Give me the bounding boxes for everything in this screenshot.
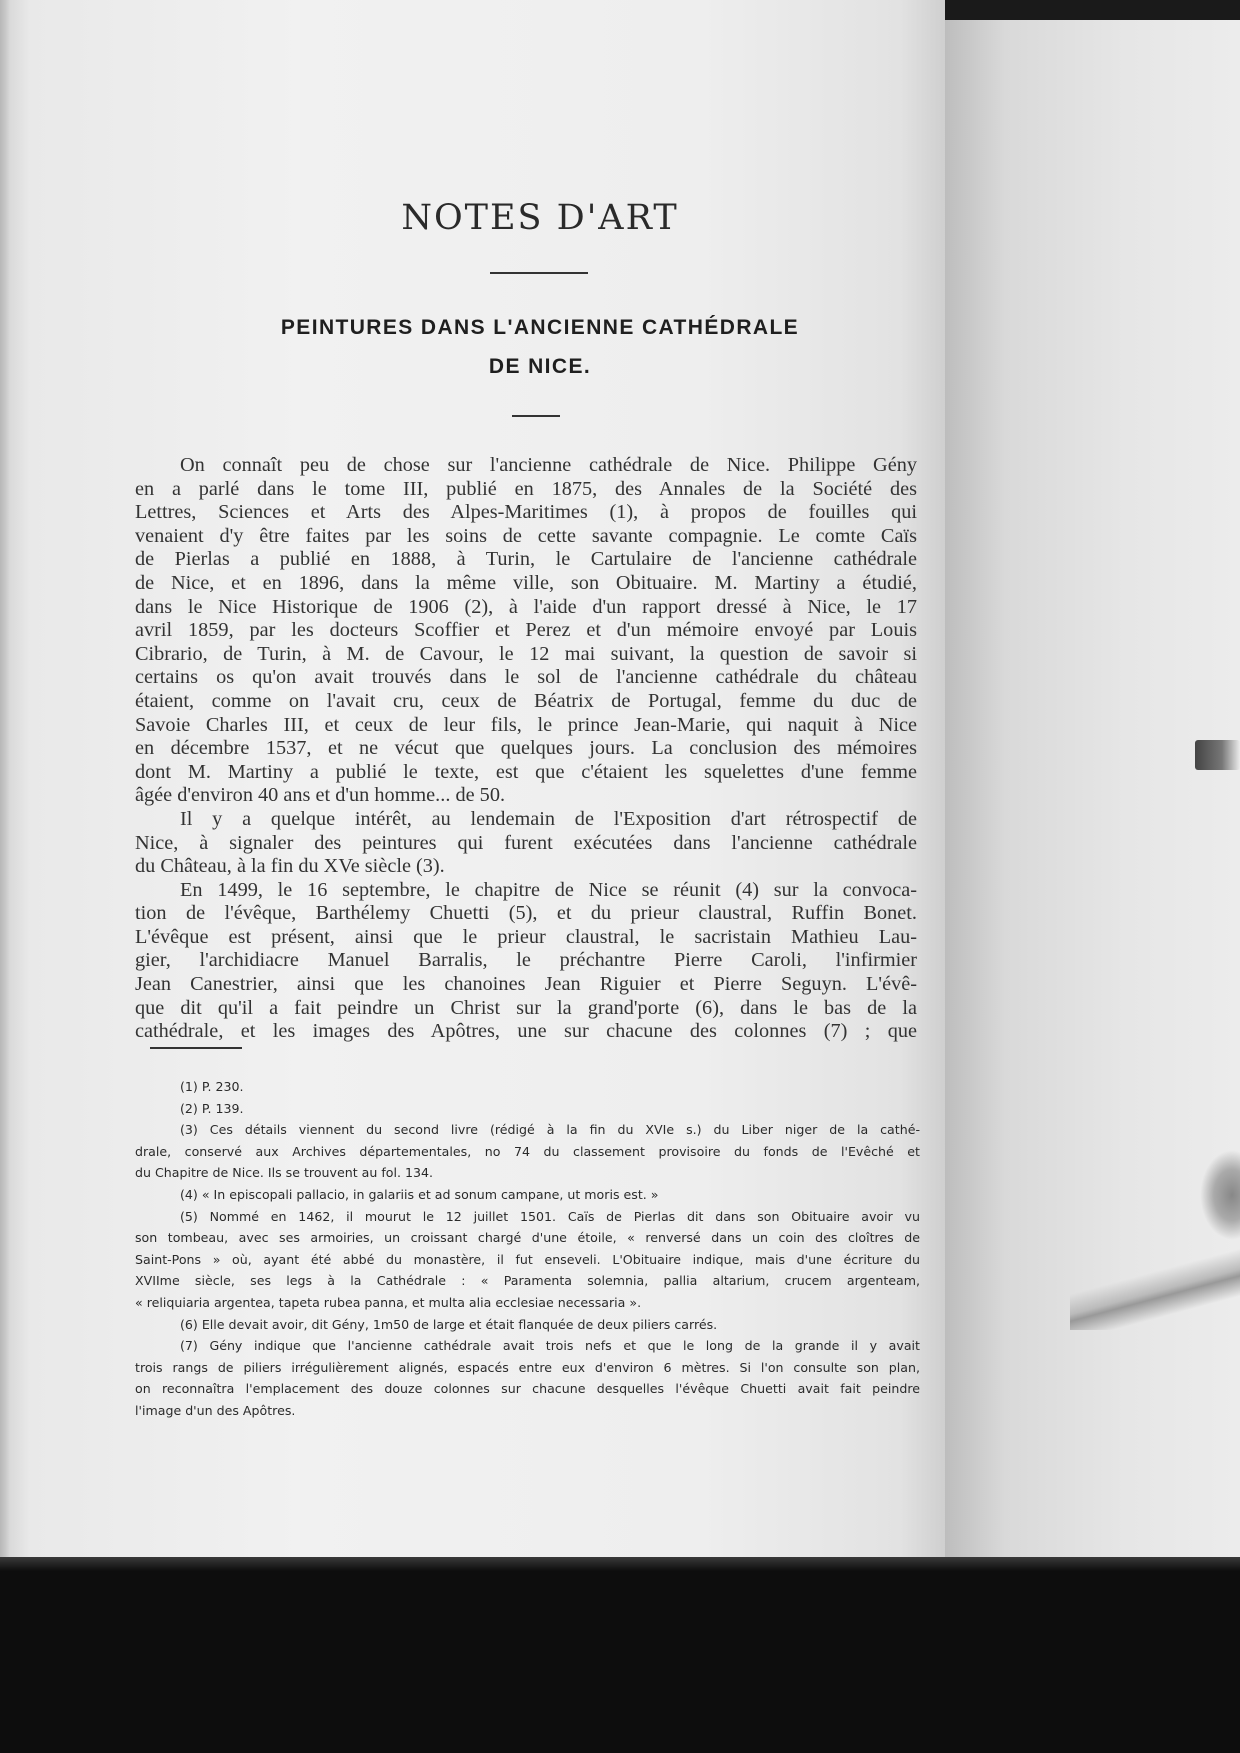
article-title-line-1: PEINTURES DANS L'ANCIENNE CATHÉDRALE [280, 316, 800, 339]
footnotes [135, 1076, 920, 1422]
facing-page-illustration-fragment [1195, 740, 1240, 770]
body-line: de Nice, et en 1896, dans la même ville, son Obituaire. M. Martiny a étudié, [135, 571, 917, 594]
footnote-line: (4) « In episcopali pallacio, in galariis et ad sonum campane, ut moris est. » [180, 1186, 659, 1202]
body-line: cathédrale, et les images des Apôtres, une sur chacune des colonnes (7) ; que [135, 1020, 917, 1043]
page-title: NOTES D'ART [401, 198, 679, 238]
body-line: dont M. Martiny a publié le texte, est que c'étaient les squelettes d'une femme [135, 760, 917, 783]
body-line: On connaît peu de chose sur l'ancienne cathédrale de Nice. Philippe Gény [180, 454, 917, 476]
body-line: En 1499, le 16 septembre, le chapitre de Nice se réunit (4) sur la convoca- [180, 878, 917, 901]
facing-page-illustration-fragment [1200, 1150, 1240, 1240]
scan-bottom-border [0, 1557, 1240, 1753]
footnote-line: « reliquiaria argentea, tapeta rubea panna, et multa alia ecclesiae necessaria ». [135, 1294, 642, 1310]
footnote-line: (3) Ces détails viennent du second livre (rédigé à la fin du XVIe s.) du Liber niger de la cathé- [180, 1122, 920, 1138]
footnote-rule [150, 1047, 242, 1049]
footnote-line: (1) P. 230. [180, 1079, 244, 1094]
body-line: Il y a quelque intérêt, au lendemain de l'Exposition d'art rétrospectif de [180, 807, 917, 830]
body-line: Lettres, Sciences et Arts des Alpes-Maritimes (1), à propos de fouilles qui [135, 501, 917, 524]
subtitle-rule [512, 415, 560, 417]
article-title-line-2: DE NICE. [488, 355, 592, 378]
body-line: étaient, comme on l'avait cru, ceux de Béatrix de Portugal, femme du duc de [135, 689, 917, 712]
footnote-line: (5) Nommé en 1462, il mourut le 12 juillet 1501. Caïs de Pierlas dit dans son Obituaire avoir vu [180, 1208, 920, 1224]
footnote-line: Saint-Pons » où, ayant été abbé du monastère, il fut enseveli. L'Obituaire indique, mais d'une écriture du [135, 1251, 920, 1267]
body-line: en a parlé dans le tome III, publié en 1875, des Annales de la Société des [135, 477, 917, 500]
scan-bottom-edge [0, 1557, 1240, 1571]
footnote-line: (6) Elle devait avoir, dit Gény, 1m50 de large et était flanquée de deux piliers carrés. [180, 1316, 718, 1332]
footnote-line: l'image d'un des Apôtres. [135, 1402, 296, 1418]
body-line: gier, l'archidiacre Manuel Barralis, le préchantre Pierre Caroli, l'infirmier [135, 949, 917, 972]
body-text [135, 454, 917, 1044]
footnote-line: son tombeau, avec ses armoiries, un croissant chargé d'une étoile, « renversé dans un coin des cloîtres de [135, 1230, 920, 1246]
body-line: Cibrario, de Turin, à M. de Cavour, le 12 mai suivant, la question de savoir si [135, 642, 917, 665]
title-rule [490, 272, 588, 274]
body-line: en décembre 1537, et ne vécut que quelques jours. La conclusion des mémoires [135, 737, 917, 760]
body-line: venaient d'y être faites par les soins de cette savante compagnie. Le comte Caïs [135, 524, 917, 547]
footnote-line: (7) Gény indique que l'ancienne cathédrale avait trois nefs et que le long de la grande il y avait [180, 1338, 920, 1354]
body-line: tion de l'évêque, Barthélemy Chuetti (5), et du prieur claustral, Ruffin Bonet. [135, 902, 917, 925]
body-line: Jean Canestrier, ainsi que les chanoines Jean Riguier et Pierre Seguyn. L'évê- [135, 973, 917, 996]
footnote-line: drale, conservé aux Archives départementales, no 74 du classement provisoire du fonds de l'Evêché et [135, 1143, 920, 1159]
footnote-line: du Chapitre de Nice. Ils se trouvent au fol. 134. [135, 1165, 434, 1181]
body-line: L'évêque est présent, ainsi que le prieur claustral, le sacristain Mathieu Lau- [135, 925, 917, 948]
body-line: du Château, à la fin du XVe siècle (3). [135, 855, 445, 878]
facing-page-top-shadow [945, 0, 1240, 20]
body-line: âgée d'environ 40 ans et d'un homme... de 50. [135, 784, 506, 807]
footnote-line: (2) P. 139. [180, 1100, 244, 1116]
body-line: de Pierlas a publié en 1888, à Turin, le Cartulaire de l'ancienne cathédrale [135, 548, 917, 571]
footnote-line: on reconnaîtra l'emplacement des douze colonnes sur chacune desquelles l'évêque Chuetti avait fait peindre [135, 1381, 920, 1397]
body-line: avril 1859, par les docteurs Scoffier et Perez et d'un mémoire envoyé par Louis [135, 619, 917, 642]
body-line: Savoie Charles III, et ceux de leur fils, le prince Jean-Marie, qui naquit à Nice [135, 713, 917, 736]
body-line: Nice, à signaler des peintures qui furent exécutées dans l'ancienne cathédrale [135, 831, 917, 854]
facing-page-illustration-fragment [1070, 1240, 1240, 1330]
body-line: dans le Nice Historique de 1906 (2), à l'aide d'un rapport dressé à Nice, le 17 [135, 595, 917, 618]
body-line: que dit qu'il a fait peindre un Christ sur la grand'porte (6), dans le bas de la [135, 996, 917, 1019]
footnote-line: trois rangs de piliers irrégulièrement alignés, espacés entre eux d'environ 6 mètres. Si l'on consulte son plan, [135, 1359, 920, 1375]
body-line: certains os qu'on avait trouvés dans le sol de l'ancienne cathédrale du château [135, 666, 917, 689]
footnote-line: XVIIme siècle, ses legs à la Cathédrale : « Paramenta solemnia, pallia altarium, crucem argenteam, [135, 1273, 920, 1289]
